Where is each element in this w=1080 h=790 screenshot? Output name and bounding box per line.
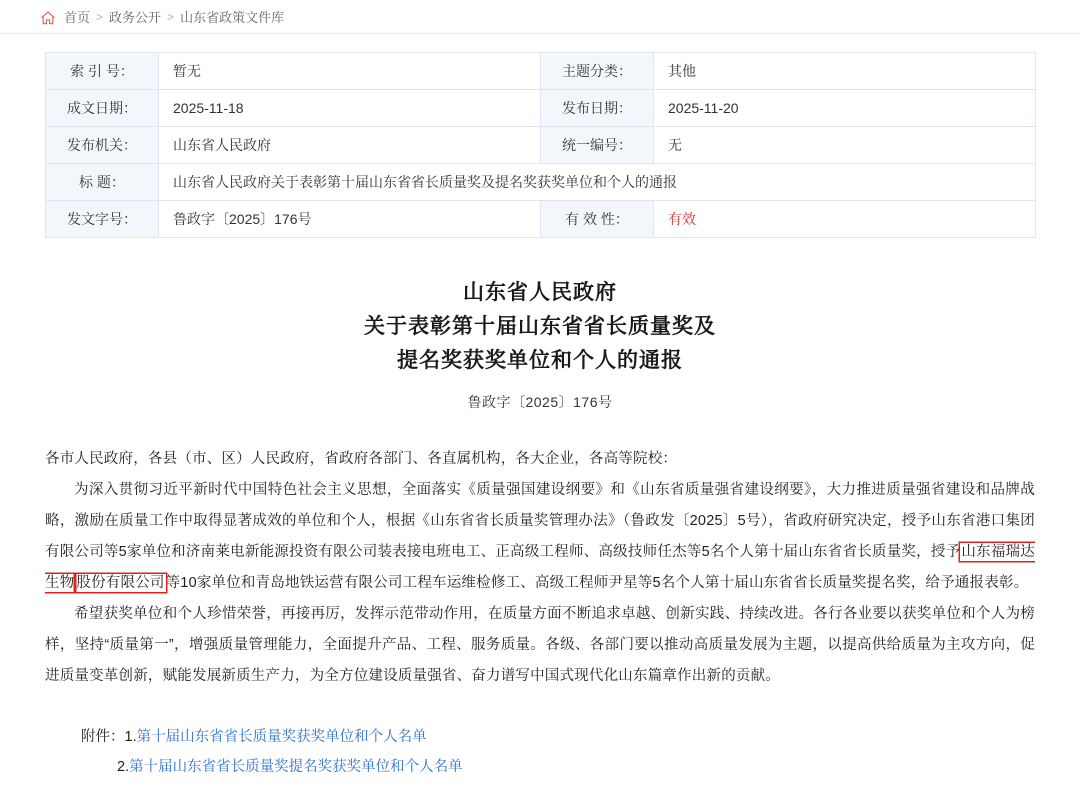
body-paragraph-1: [45, 475, 1035, 599]
document-body: [45, 444, 1035, 692]
table-row: [46, 127, 1036, 164]
metadata-label-written-date: 成文日期：: [46, 90, 159, 127]
document-container: [0, 34, 1080, 782]
metadata-label-validity: 有 效 性：: [541, 201, 654, 238]
breadcrumb-item-home[interactable]: 首页: [64, 10, 91, 25]
attachment-row: [81, 722, 1035, 752]
home-icon[interactable]: [40, 10, 56, 26]
table-row: [46, 201, 1036, 238]
metadata-label-unified-number: 统一编号：: [541, 127, 654, 164]
document-number: 鲁政字〔2025〕176号: [467, 394, 613, 410]
body-salutation: 各市人民政府，各县（市、区）人民政府，省政府各部门、各直属机构，各大企业，各高等院校：: [45, 451, 678, 467]
attachments-section: [45, 722, 1035, 782]
metadata-value-topic: 其他: [654, 53, 1036, 90]
metadata-value-written-date: 2025-11-18: [159, 90, 541, 127]
body-paragraph-1-after: 等10家单位和青岛地铁运营有限公司工程车运维检修工、高级工程师尹星等5名个人第十届山东省省长质量奖提名奖，给予通报表彰。: [165, 575, 1029, 591]
breadcrumb-separator: >: [96, 9, 104, 24]
document-metadata-table: [45, 52, 1036, 238]
breadcrumb-separator: >: [167, 9, 175, 24]
metadata-value-doc-number: 鲁政字〔2025〕176号: [159, 201, 541, 238]
attachment-1-number: 1.: [124, 729, 137, 745]
metadata-value-issuer: 山东省人民政府: [159, 127, 541, 164]
metadata-label-title: 标 题：: [46, 164, 159, 201]
table-row: [46, 164, 1036, 201]
metadata-value-publish-date: 2025-11-20: [654, 90, 1036, 127]
metadata-label-index: 索 引 号：: [46, 53, 159, 90]
metadata-label-issuer: 发布机关：: [46, 127, 159, 164]
highlight-company-part-2: 股份有限公司: [76, 575, 165, 591]
attachments-prefix: 附件：: [81, 729, 125, 745]
metadata-value-validity: 有效: [654, 201, 1036, 238]
attachment-link-2[interactable]: 第十届山东省省长质量奖提名奖获奖单位和个人名单: [129, 759, 463, 775]
metadata-value-title: 山东省人民政府关于表彰第十届山东省省长质量奖及提名奖获奖单位和个人的通报: [159, 164, 1036, 201]
page-title: [45, 276, 1035, 378]
breadcrumb: [0, 0, 1080, 34]
attachment-row: [81, 752, 1035, 782]
breadcrumb-item-policy-library[interactable]: 山东省政策文件库: [180, 10, 285, 25]
body-paragraph-1-before: 为深入贯彻习近平新时代中国特色社会主义思想，全面落实《质量强国建设纲要》和《山东省质量强省建设纲要》，大力推进质量强省建设和品牌战略，激励在质量工作中取得显著成效的单位和个人，根据《山东省省长质量奖管理办法》（鲁政发〔2025〕5号），省政府研究决定，授予山东省港口集团有限公司等5家单位和济南莱电新能源投资有限公司装表接电班电工、正高级工程师、高级技师任杰等5名个人第十届山东省省长质量奖，授予: [45, 482, 1035, 560]
table-row: [46, 90, 1036, 127]
body-paragraph-2: 希望获奖单位和个人珍惜荣誉，再接再厉，发挥示范带动作用，在质量方面不断追求卓越、创新实践、持续改进。各行各业要以获奖单位和个人为榜样，坚持“质量第一”，增强质量管理能力，全面提升产品、工程、服务质量。各级、各部门要以推动高质量发展为主题，以提高供给质量为主攻方向，促进质量变革创新，赋能发展新质生产力，为全方位建设质量强省、奋力谱写中国式现代化山东篇章作出新的贡献。: [45, 606, 1035, 684]
metadata-label-publish-date: 发布日期：: [541, 90, 654, 127]
attachment-2-number: 2.: [117, 759, 130, 775]
metadata-value-unified-number: 无: [654, 127, 1036, 164]
table-row: [46, 53, 1036, 90]
attachment-link-1[interactable]: 第十届山东省省长质量奖获奖单位和个人名单: [136, 729, 427, 745]
title-line-1: 山东省人民政府: [463, 281, 617, 304]
breadcrumb-item-government-disclosure[interactable]: 政务公开: [109, 10, 162, 25]
highlight-company-part-1: 山东福瑞达生物: [45, 544, 1035, 591]
title-line-3: 提名奖获奖单位和个人的通报: [397, 349, 683, 372]
metadata-value-index: 暂无: [159, 53, 541, 90]
metadata-label-topic: 主题分类：: [541, 53, 654, 90]
metadata-label-doc-number: 发文字号：: [46, 201, 159, 238]
title-line-2: 关于表彰第十届山东省省长质量奖及: [364, 315, 716, 338]
